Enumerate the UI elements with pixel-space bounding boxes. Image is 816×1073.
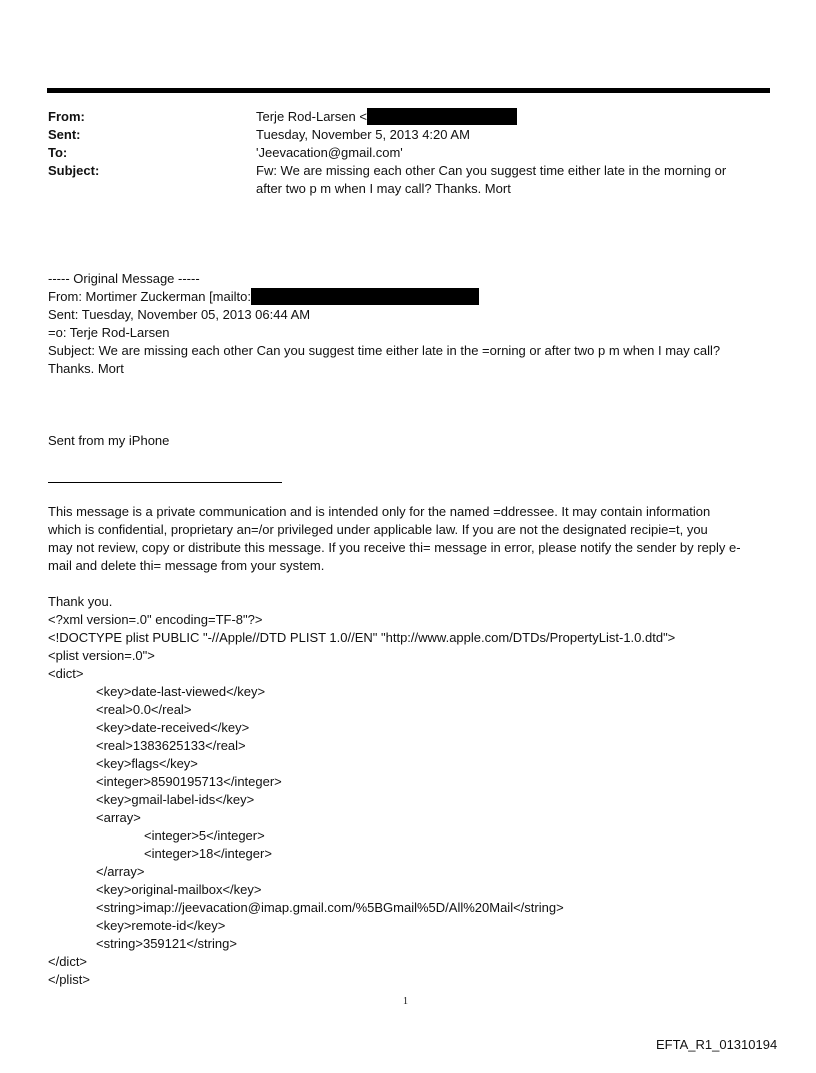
page-number: 1 (403, 996, 408, 1007)
subject-label: Subject: (48, 163, 100, 178)
subject-value-line1: Fw: We are missing each other Can you suggest time either late in the morning or (256, 163, 727, 178)
xml-line: <key>gmail-label-ids</key> (96, 792, 255, 807)
to-label: To: (48, 145, 68, 160)
xml-line: <integer>8590195713</integer> (96, 774, 282, 789)
disclaimer-line3: may not review, copy or distribute this message. If you receive thi= message in error, please notify the sender by reply e- (48, 540, 741, 555)
document-id: EFTA_R1_01310194 (656, 1037, 778, 1052)
xml-line: </plist> (48, 972, 90, 987)
original-separator: ----- Original Message ----- (48, 271, 200, 286)
xml-line: <string>359121</string> (96, 936, 237, 951)
original-from-row (48, 288, 479, 306)
xml-line: <?xml version=.0" encoding=TF-8"?> (48, 612, 263, 627)
xml-line: <key>date-last-viewed</key> (96, 684, 266, 699)
xml-line: <key>remote-id</key> (96, 918, 226, 933)
from-value: Terje Rod-Larsen < (256, 109, 367, 124)
xml-line: </dict> (48, 954, 88, 969)
xml-line: </array> (96, 864, 145, 879)
disclaimer-line4: mail and delete thi= message from your system. (48, 558, 325, 573)
xml-line: <real>0.0</real> (96, 702, 192, 717)
to-value: 'Jeevacation@gmail.com' (256, 145, 403, 160)
from-value-row (256, 108, 517, 126)
xml-line: <string>imap://jeevacation@imap.gmail.com/%5BGmail%5D/All%20Mail</string> (96, 900, 564, 915)
xml-line: <array> (96, 810, 141, 825)
xml-line: <real>1383625133</real> (96, 738, 246, 753)
original-subject-line2: Thanks. Mort (48, 361, 124, 376)
redaction-bar (251, 288, 479, 305)
original-from: From: Mortimer Zuckerman [mailto: (48, 289, 251, 304)
sent-label: Sent: (48, 127, 81, 142)
original-to: =o: Terje Rod-Larsen (48, 325, 170, 340)
xml-line: <integer>18</integer> (144, 846, 272, 861)
disclaimer-line2: which is confidential, proprietary an=/or privileged under applicable law. If you are not the designated recipie=t, you (48, 522, 708, 537)
xml-line: <dict> (48, 666, 84, 681)
xml-line: <key>date-received</key> (96, 720, 250, 735)
xml-line: <key>flags</key> (96, 756, 198, 771)
thank-you: Thank you. (48, 594, 113, 609)
xml-line: <key>original-mailbox</key> (96, 882, 262, 897)
original-sent: Sent: Tuesday, November 05, 2013 06:44 AM (48, 307, 311, 322)
xml-line: <integer>5</integer> (144, 828, 265, 843)
from-label: From: (48, 109, 85, 124)
original-subject-line1: Subject: We are missing each other Can you suggest time either late in the =orning or after two p m when I may call? (48, 343, 721, 358)
subject-value-line2: after two p m when I may call? Thanks. Mort (256, 181, 511, 196)
sent-value: Tuesday, November 5, 2013 4:20 AM (256, 127, 470, 142)
redaction-bar (367, 108, 517, 125)
disclaimer-line1: This message is a private communication and is intended only for the named =ddressee. It may contain information (48, 504, 711, 519)
signature: Sent from my iPhone (48, 433, 170, 448)
signature-rule (48, 482, 282, 483)
xml-line: <!DOCTYPE plist PUBLIC "-//Apple//DTD PLIST 1.0//EN" "http://www.apple.com/DTDs/PropertyList-1.0.dtd"> (48, 630, 676, 645)
header-rule (47, 88, 770, 93)
xml-line: <plist version=.0"> (48, 648, 155, 663)
